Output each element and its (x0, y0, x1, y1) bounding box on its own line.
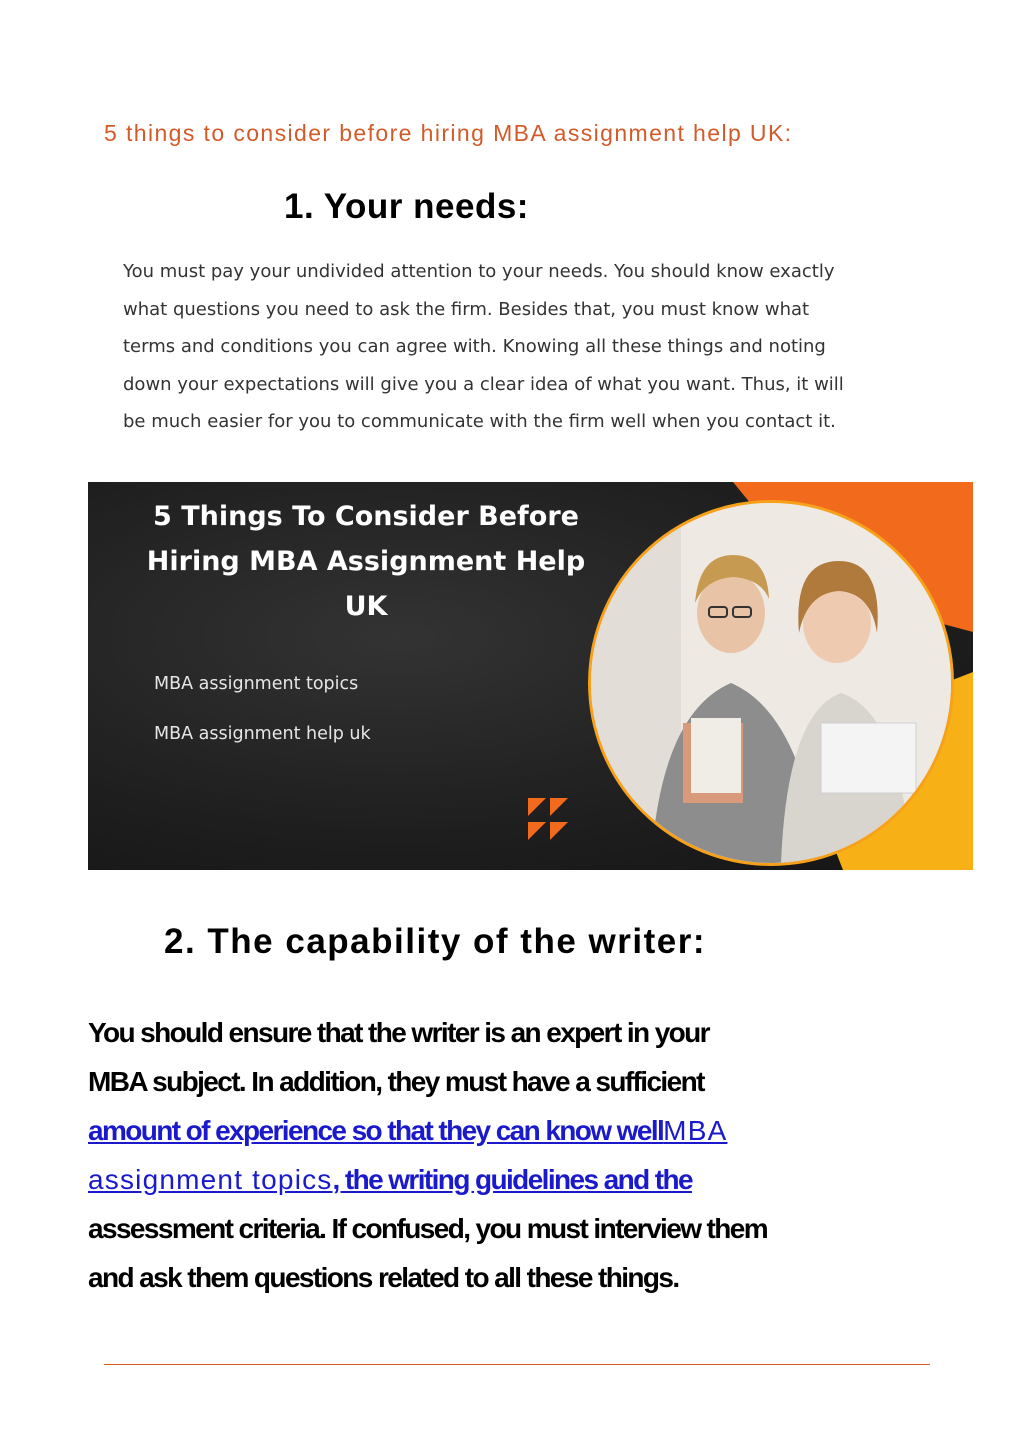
students-photo (588, 500, 954, 866)
section2-line: and ask them questions related to all these things. (88, 1262, 679, 1293)
section2-line: assessment criteria. If confused, you must interview them (88, 1213, 768, 1244)
banner-title-line: 5 Things To Consider Before (153, 501, 579, 532)
section2-line: MBA subject. In addition, they must have a sufficient (88, 1066, 704, 1097)
footer-divider (104, 1364, 930, 1365)
section1-title: 1. Your needs: (284, 187, 529, 226)
section1-line: terms and conditions you can agree with. Knowing all these things and noting (123, 336, 826, 357)
section1-line: down your expectations will give you a clear idea of what you want. Thus, it will (123, 373, 844, 395)
banner-title-line: UK (344, 591, 388, 622)
page-heading: 5 things to consider before hiring MBA assignment help UK: (104, 120, 793, 146)
section1-body (123, 253, 963, 441)
section2-link-line (88, 1155, 988, 1204)
section2-body (88, 1008, 988, 1302)
banner-title-line: Hiring MBA Assignment Help (146, 546, 586, 577)
banner-tag: MBA assignment help uk (154, 724, 371, 744)
banner-image (88, 482, 973, 870)
section1-line: be much easier for you to communicate with the firm well when you contact it. (123, 411, 836, 432)
link-text-plain[interactable]: assignment topics (88, 1164, 333, 1195)
section2-line: You should ensure that the writer is an expert in your (88, 1017, 709, 1048)
mba-topics-link[interactable] (88, 1115, 727, 1146)
banner-tag: MBA assignment topics (154, 674, 359, 694)
section2-link-line (88, 1106, 988, 1155)
section1-line: what questions you need to ask the firm. Besides that, you must know what (123, 298, 810, 320)
mba-topics-link-continued[interactable] (88, 1164, 692, 1195)
link-text-bold[interactable]: amount of experience so that they can know well (88, 1115, 664, 1146)
brand-logo-icon (528, 798, 568, 840)
banner-title (88, 494, 644, 629)
section1-line: You must pay your undivided attention to your needs. You should know exactly (123, 261, 835, 282)
students-illustration (591, 503, 951, 863)
link-text-bold[interactable]: , the writing guidelines and the (332, 1164, 693, 1195)
link-text-plain[interactable]: MBA (663, 1115, 728, 1146)
section2-title: 2. The capability of the writer: (164, 922, 706, 961)
